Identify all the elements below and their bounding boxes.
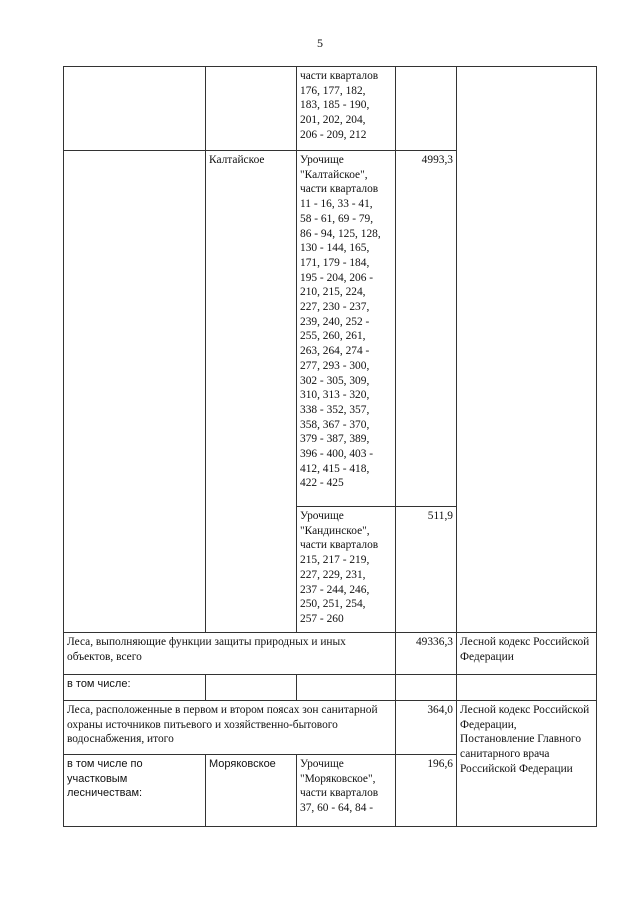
label-cell: [64, 755, 206, 827]
empty-cell: [297, 675, 396, 701]
area-value: 49336,3: [415, 636, 453, 648]
table-row: [64, 701, 597, 755]
category-text: Леса, расположенные в первом и втором поясах зон санитарной охраны источников питьевого и хозяйственно-бытового водоснабжения, итого: [67, 704, 378, 746]
empty-cell: [64, 67, 206, 151]
basis-text: Лесной кодекс Российской Федерации: [460, 636, 590, 663]
basis-cell: [457, 701, 597, 827]
quarters-cell: [297, 507, 396, 633]
quarters-text: Урочище "Моряковское", части кварталов 37, 60 - 64, 84 -: [300, 758, 379, 815]
quarters-text: Урочище "Кандинское", части кварталов 215, 217 - 219, 227, 229, 231, 237 - 244, 246, 250, 251, 254, 257 - 260: [300, 510, 379, 625]
empty-cell: [206, 67, 297, 151]
district-name: Калтайское: [209, 154, 265, 166]
district-cell: [206, 755, 297, 827]
empty-cell: [396, 67, 457, 151]
area-value-cell: [396, 755, 457, 827]
area-value-cell: [396, 151, 457, 507]
area-value: 196,6: [427, 758, 453, 770]
table-row: [64, 633, 597, 675]
label-cell: [64, 675, 206, 701]
label-text: в том числе по участковым лесничествам:: [67, 758, 143, 800]
quarters-cell: [297, 755, 396, 827]
forest-category-table: [63, 66, 597, 827]
district-cell: [206, 151, 297, 633]
table-row: [64, 67, 597, 151]
quarters-text: части кварталов 176, 177, 182, 183, 185 - 190, 201, 202, 204, 206 - 209, 212: [300, 70, 379, 141]
district-name: Моряковское: [209, 758, 276, 770]
area-value-cell: [396, 701, 457, 755]
quarters-text: Урочище "Калтайское", части кварталов 11 - 16, 33 - 41, 58 - 61, 69 - 79, 86 - 94, 125, 128, 130 - 144, 165, 171, 179 - 184, 195 - 204, 206 - 210, 215, 224, 227, 230 - 237, 239, 240, 252 - 255, 260, 261, 263, 264, 274 - 277, 293 - 300, 302 - 305, 309, 310, 313 - 320, 338 - 352, 357, 358, 367 - 370, 379 - 387, 389, 396 - 400, 403 - 412, 415 - 418, 422 - 425: [300, 154, 381, 490]
area-value: 511,9: [427, 510, 453, 522]
empty-basis-cell: [457, 67, 597, 633]
page-number: 5: [317, 36, 323, 50]
category-text: Леса, выполняющие функции защиты природных и иных объектов, всего: [67, 636, 346, 663]
basis-text: Лесной кодекс Российской Федерации, Постановление Главного санитарного врача Российской Федерации: [460, 704, 590, 775]
table-row: [64, 675, 597, 701]
quarters-cell: [297, 151, 396, 507]
empty-cell: [396, 675, 457, 701]
basis-cell: [457, 633, 597, 675]
area-value: 4993,3: [421, 154, 453, 166]
area-value: 364,0: [427, 704, 453, 716]
empty-cell: [64, 151, 206, 633]
area-value-cell: [396, 633, 457, 675]
category-cell: [64, 633, 396, 675]
category-cell: [64, 701, 396, 755]
empty-cell: [457, 675, 597, 701]
area-value-cell: [396, 507, 457, 633]
label-text: в том числе:: [67, 678, 131, 690]
empty-cell: [206, 675, 297, 701]
quarters-cell: [297, 67, 396, 151]
